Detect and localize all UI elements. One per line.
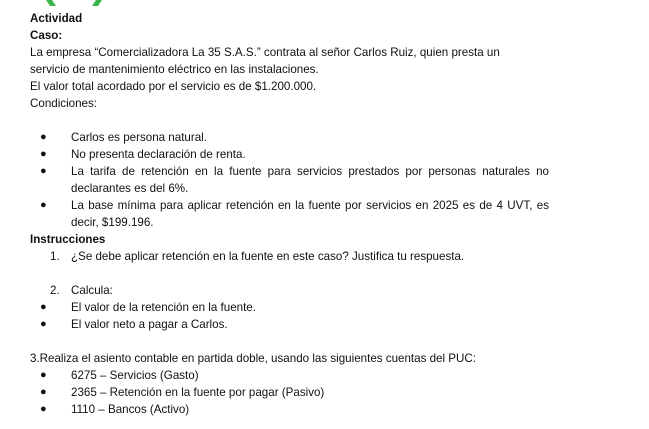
calc-item: ● El valor neto a pagar a Carlos.: [40, 318, 228, 331]
case-line: La empresa “Comercializadora La 35 S.A.S.” contrata al señor Carlos Ruiz, quien presta un: [30, 46, 500, 59]
bullet-icon: ●: [40, 301, 47, 313]
account-item: ● 1110 – Bancos (Activo): [40, 403, 190, 416]
bullet-icon: ●: [40, 199, 47, 211]
case-line: El valor total acordado por el servicio es de $1.200.000.: [30, 80, 317, 93]
conditions-list: [30, 129, 630, 231]
bullet-icon: ●: [40, 403, 47, 415]
bullet-icon: ●: [40, 148, 47, 160]
instruction-step-2: 2. Calcula:: [50, 284, 113, 297]
bullet-icon: ●: [40, 318, 47, 330]
bullet-icon: ●: [40, 131, 47, 143]
condition-item: ● Carlos es persona natural.: [40, 131, 207, 144]
calc-list: [30, 299, 630, 333]
bullet-icon: ●: [40, 165, 47, 177]
calc-item: ● El valor de la retención en la fuente.: [40, 301, 256, 314]
conditions-label: Condiciones:: [30, 97, 98, 110]
bullet-icon: ●: [40, 386, 47, 398]
activity-heading: Actividad: [30, 12, 83, 25]
condition-item: ● La base mínima para aplicar retención en la fuente por servicios en 2025 es de 4 UVT, es decir, $199.196.: [40, 199, 549, 229]
instruction-step-1: 1. ¿Se debe aplicar retención en la fuente en este caso? Justifica tu respuesta.: [50, 250, 465, 263]
accounts-list: [30, 367, 630, 418]
activity-document: [30, 10, 630, 418]
case-line: servicio de mantenimiento eléctrico en las instalaciones.: [30, 63, 319, 76]
bullet-icon: ●: [40, 369, 47, 381]
condition-item: ● La tarifa de retención en la fuente para servicios prestados por personas naturales no declarantes es del 6%.: [40, 165, 549, 195]
account-item: ● 2365 – Retención en la fuente por pagar (Pasivo): [40, 386, 325, 399]
condition-item: ● No presenta declaración de renta.: [40, 148, 246, 161]
instruction-step-3: 3.Realiza el asiento contable en partida doble, usando las siguientes cuentas del PUC:: [30, 352, 477, 365]
logo-graphic: [36, 0, 116, 8]
account-item: ● 6275 – Servicios (Gasto): [40, 369, 199, 382]
case-label: Caso:: [30, 29, 63, 42]
instructions-label: Instrucciones: [30, 233, 106, 246]
